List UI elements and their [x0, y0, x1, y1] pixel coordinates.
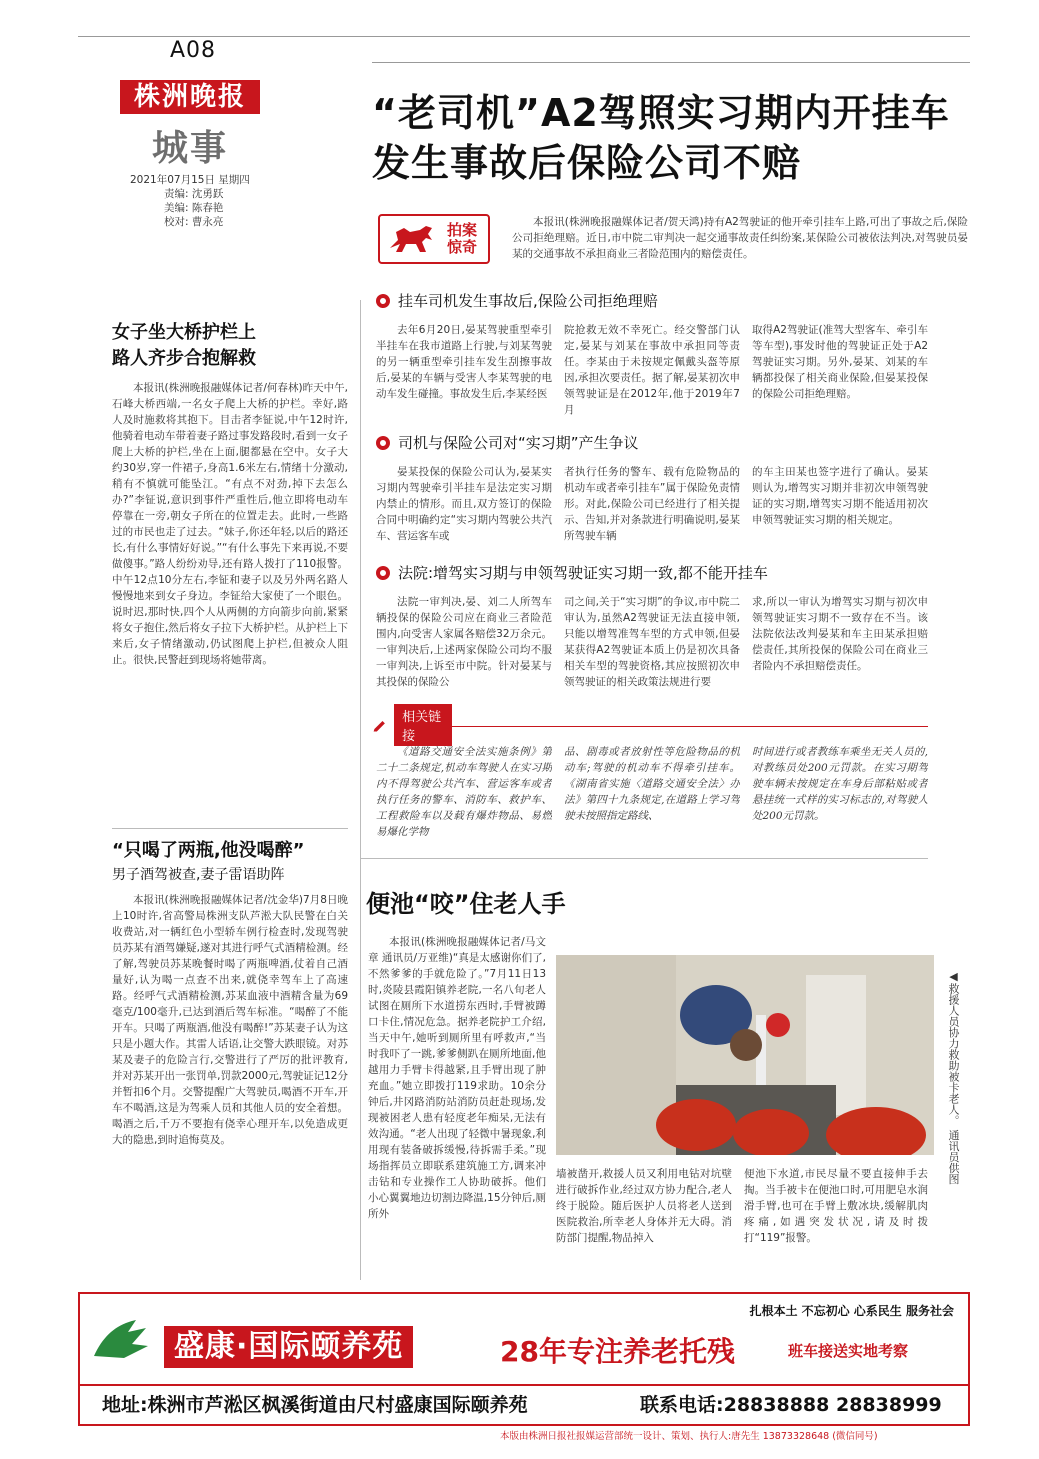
ad-phone: 联系电话:28838888 28838999	[640, 1394, 942, 1416]
subhead-2-text: 司机与保险公司对“实习期”产生争议	[398, 434, 639, 452]
pencil-icon	[372, 715, 388, 735]
designer-credit: 美编: 陈春艳	[164, 202, 224, 214]
related-link-col-3: 时间进行或者教练车乘坐无关人员的,对教练员处200元罚款。在实习期驾驶车辆未按规定在车身后部粘贴或者悬挂统一式样的实习标志的,对驾驶人处200元罚款。	[752, 746, 928, 822]
related-link-label: 相关链接	[394, 704, 452, 746]
subhead-3-text: 法院:增驾实习期与申领驾驶证实习期一致,都不能开挂车	[398, 564, 768, 582]
toilet-story-col-3: 便池下水道,市民尽量不要直接伸手去掏。当手被卡在便池口时,可用肥皂水润滑手臂,也可在手臂上敷冰块,缓解肌肉疼痛,如遇突发状况,请及时拨打“119”报警。	[744, 1168, 928, 1244]
editor-credit: 责编: 沈勇跃	[164, 188, 224, 200]
section-2-col-3: 的车主田某也签字进行了确认。晏某则认为,增驾实习期并非初次申领驾驶证的实习期,增驾实习期不能适用初次申领驾驶证实习期的相关规定。	[752, 466, 928, 526]
main-headline	[372, 88, 950, 188]
top-rule	[78, 36, 970, 37]
column-stamp	[378, 214, 490, 264]
subhead-2	[376, 432, 639, 453]
ad-bottom-band	[80, 1384, 968, 1424]
story-divider	[360, 858, 928, 859]
bullet-icon	[376, 436, 390, 450]
side-story-1-title-line-2: 路人齐步合抱解救	[112, 348, 256, 369]
related-link-tag	[372, 710, 452, 744]
issue-date: 2021年07月15日 星期四	[130, 174, 250, 186]
rescue-photo	[556, 955, 934, 1155]
toilet-story-col-2: 墙被凿开,救援人员又利用电钻对坑壁进行破拆作业,经过双方协力配合,老人终于脱险。随后医护人员将老人送到医院救治,所幸老人身体并无大碍。消防部门提醒,物品掉入	[556, 1168, 732, 1244]
ad-slogan: 扎根本土 不忘初心 心系民生 服务社会	[749, 1304, 954, 1318]
headline-line-2: 发生事故后保险公司不赔	[372, 141, 802, 185]
photo-caption: ◀救援人员协力救助被卡老人。 通讯员供图	[947, 970, 960, 1185]
related-link-col-2: 品、剧毒或者放射性等危险物品的机动车;驾驶的机动车不得牵引挂车。《湖南省实施〈道路交通安全法〉办法》第四十九条规定,在道路上学习驾驶未按照指定路线、	[564, 746, 740, 822]
section-2-col-1: 晏某投保的保险公司认为,晏某实习期内驾驶牵引半挂车是法定实习期内禁止的情形。而且,双方签订的保险合同中明确约定“实习期内驾驶公共汽车、营运客车或	[376, 466, 552, 542]
side-divider	[112, 828, 348, 829]
hand-logo-icon	[88, 1304, 158, 1374]
subhead-3	[376, 562, 768, 583]
side-story-2-body: 本报讯(株洲晚报融媒体记者/沈金华)7月8日晚上10时许,省高警局株洲支队芦淞大队民警在白关收费站,对一辆红色小型轿车例行检查时,发现驾驶员苏某有酒驾嫌疑,遂对其进行呼气式酒精检测。经了解,驾驶员苏某晚餐时喝了两瓶啤酒,仗着自己酒量好,认为喝一点查不出来,就侥幸驾车上了高速路。经呼气式酒精检测,苏某血液中酒精含量为69毫克/100毫升,已达到酒后驾车标准。“喝醉了不能开车。只喝了两瓶酒,他没有喝醉!”苏某妻子认为这只是小题大作。其雷人话语,让交警大跌眼镜。对苏某及妻子的危险言行,交警进行了严厉的批评教育,并对苏某开出一张罚单,罚款2000元,驾驶证记12分并暂扣6个月。交警提醒广大驾驶员,喝酒不开车,开车不喝酒,这是为驾乘人员和其他人员的安全着想。喝酒之后,千万不要抱有侥幸心理开车,以免造成更大的隐患,到时追悔莫及。	[112, 894, 348, 1146]
ad-tagline-2: 班车接送实地考察	[788, 1342, 909, 1360]
side-story-1-title	[112, 320, 352, 372]
side-story-2-subtitle: 男子酒驾被查,妻子雷语助阵	[112, 867, 285, 883]
section-3-col-2: 司之间,关于“实习期”的争议,市中院二审认为,虽然A2驾驶证无法直接申领,只能以增驾准驾车型的方式申领,但晏某获得A2驾驶证本质上仍是初次具备相关车型的驾驶资格,其应按照初次申领驾驶证的相关政策法规进行要	[564, 596, 740, 688]
masthead-logo: 株洲晚报	[120, 80, 260, 114]
advertisement-banner	[78, 1292, 970, 1426]
headline-line-1: “老司机”A2驾照实习期内开挂车	[372, 91, 950, 135]
page-code: A08	[170, 38, 217, 63]
stamp-text-2: 惊奇	[446, 238, 477, 256]
subhead-1-text: 挂车司机发生事故后,保险公司拒绝理赔	[398, 292, 658, 310]
ad-footnote: 本版由株洲日报社报媒运营部统一设计、策划、执行人:唐先生 13873328648 (微信同号)	[500, 1431, 878, 1442]
toilet-story-headline: 便池“咬”住老人手	[366, 890, 566, 918]
side-story-1-body: 本报讯(株洲晚报融媒体记者/何春林)昨天中午,石峰大桥西端,一名女子爬上大桥的护栏。幸好,路人及时施救将其抱下。目击者李钲说,中午12时许,他骑着电动车带着妻子路过事发路段时,看到一女子爬上大桥的护栏,坐在上面,腿都悬在空中。女子大约30岁,穿一件裙子,身高1.6米左右,情绪十分激动,稍有不慎就可能坠江。“有点不对劲,掉下去怎么办?”李钲说,意识到事件严重性后,他立即将电动车停靠在一旁,朝女子所在的位置走去。此时,一些路过的市民也走了过去。“妹子,你还年轻,以后的路还长,有什么事情好好说。”“有什么事先下来再说,不要做傻事。”路人纷纷劝导,还有路人拨打了110报警。中午12点10分左右,李钲和妻子以及另外两名路人慢慢地来到女子身边。李钲给大家使了一个眼色。说时迟,那时快,四个人从两侧的方向箭步向前,紧紧将女子抱住,然后将女子拉下大桥护栏。从护栏上下来后,女子情绪激动,仍试图爬上护栏,但被众人阻止。很快,民警赶到现场将她带离。	[112, 382, 348, 666]
ad-address: 地址:株洲市芦淞区枫溪街道由尺村盛康国际颐养苑	[102, 1394, 528, 1416]
subhead-1	[376, 290, 658, 311]
related-link-rule	[452, 726, 928, 727]
section-3-col-3: 求,所以一审认为增驾实习期与初次申领驾驶证实习期不一致存在不当。该法院依法改判晏某和车主田某承担赔偿责任,其所投保的保险公司在商业三者险内不承担赔偿责任。	[752, 596, 928, 672]
section-1-col-3: 取得A2驾驶证(准驾大型客车、牵引车等车型),事发时他的驾驶证正处于A2驾驶证实习期。另外,晏某、刘某的车辆都投保了相关商业保险,但晏某投保的保险公司拒绝理赔。	[752, 324, 928, 400]
section-1-col-1: 去年6月20日,晏某驾驶重型牵引半挂车在我市道路上行驶,与刘某驾驶的另一辆重型牵引挂车发生刮擦事故后,晏某的车辆与受害人李某驾驶的电动车发生碰撞。事故发生后,李某经医	[376, 324, 552, 400]
section-1-col-2: 院抢救无效不幸死亡。经交警部门认定,晏某与刘某在事故中承担同等责任。李某由于未按规定佩戴头盔等原因,承担次要责任。据了解,晏某初次申领驾驶证是在2012年,他于2019年7月	[564, 324, 740, 416]
bullet-icon	[376, 566, 390, 580]
ad-tagline: 28年专注养老托残	[500, 1335, 735, 1368]
related-link-col-1: 《道路交通安全法实施条例》第二十二条规定,机动车驾驶人在实习期内不得驾驶公共汽车、营运客车或者执行任务的警车、消防车、救护车、工程救险车以及载有爆炸物品、易燃易爆化学物	[376, 746, 552, 838]
section-3-col-1: 法院一审判决,晏、刘二人所驾车辆投保的保险公司应在商业三者险范围内,向受害人家属各赔偿32万余元。一审判决后,上述两家保险公司均不服一审判决,上诉至市中院。针对晏某与其投保的保险公	[376, 596, 552, 688]
bullet-icon	[376, 294, 390, 308]
horse-icon	[386, 222, 438, 256]
section-2-col-2: 者执行任务的警车、载有危险物品的机动车或者牵引挂车”属于保险免责情形。对此,保险公司已经进行了相关提示、告知,并对条款进行明确说明,晏某所驾驶车辆	[564, 466, 740, 542]
toilet-story-col-1: 本报讯(株洲晚报融媒体记者/马文章 通讯员/万亚维)“真是太感谢你们了,不然爹爹的手就危险了。”7月11日13时,炎陵县霞阳镇养老院,一名八旬老人试图在厕所下水道捞东西时,手臂被蹲口卡住,情况危急。据养老院护工介绍,当天中午,她听到厕所里有呼救声,“当时我吓了一跳,爹爹侧趴在厕所地面,他越用力手臂卡得越紧,且手臂出现了肿充血。”她立即拨打119求助。10余分钟后,井冈路消防站消防员赶赴现场,发现被困老人患有轻度老年痴呆,无法有效沟通。“老人出现了轻微中暑现象,利用现有装备破拆缓慢,待拆需手柔。”现场指挥员立即联系建筑施工方,调来冲击钻和专业操作工人协助破拆。他们小心翼翼地边切割边降温,15分钟后,厕所外	[368, 936, 546, 1220]
section-name: 城事	[152, 127, 229, 169]
ad-top-band	[80, 1294, 968, 1384]
stamp-text-1: 拍案	[446, 221, 477, 239]
sidebar-divider	[360, 300, 361, 1280]
ad-brand-name: 盛康·国际颐养苑	[164, 1326, 413, 1368]
side-story-1-title-line-1: 女子坐大桥护栏上	[112, 322, 256, 343]
rescue-scene-image	[556, 955, 934, 1155]
side-story-2-title: “只喝了两瓶,他没喝醉”	[112, 840, 305, 861]
lead-paragraph: 本报讯(株洲晚报融媒体记者/贺天鸿)持有A2驾驶证的他开牵引挂车上路,可出了事故之后,保险公司拒绝理赔。近日,市中院二审判决一起交通事故责任纠纷案,某保险公司被依法判决,对驾驶员晏某的交通事故不承担商业三者险范围内的赔偿责任。	[512, 216, 968, 260]
top-rule-right	[372, 62, 970, 63]
proof-credit: 校对: 曹永亮	[164, 216, 224, 228]
